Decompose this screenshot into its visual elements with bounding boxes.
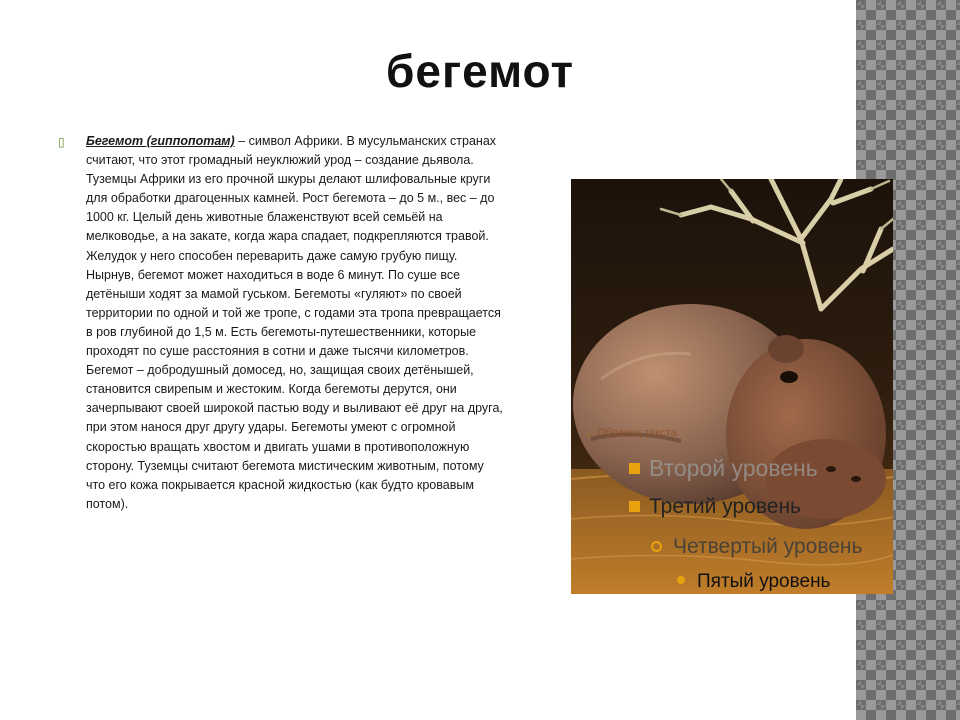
placeholder-level-2: Второй уровень bbox=[649, 455, 818, 481]
hippo-photo[interactable] bbox=[571, 179, 893, 594]
bullet-paragraph bbox=[58, 132, 503, 514]
hippo-illustration bbox=[571, 179, 893, 594]
placeholder-level-4: Четвертый уровень bbox=[673, 535, 863, 558]
slide-title: бегемот bbox=[385, 45, 575, 97]
hollow-square-bullet-icon: ▯ bbox=[58, 135, 65, 149]
paragraph-text bbox=[86, 132, 503, 514]
term-heading: Бегемот (гиппопотам) bbox=[86, 134, 235, 148]
body-text-box[interactable] bbox=[58, 132, 503, 514]
placeholder-level-5: Пятый уровень bbox=[697, 571, 831, 592]
placeholder-level-3: Третий уровень bbox=[649, 495, 801, 518]
paragraph-body: – символ Африки. В мусульманских странах считают, что этот громадный неуклюжий урод – создание дьявола. Туземцы Африки из его прочной шкуры делают шлифовальные круги для обработки драгоценных камней. Рост бегемота – до 5 м., вес – до 1000 кг. Целый день животные блаженствуют всей семьёй на мелководье, а на закате, когда жара спадает, подкрепляются травой. Желудок у него способен переварить даже самую грубую пищу. Нырнув, бегемот может находиться в воде 6 минут. По суше все детёныши ходят за мамой гуськом. Бегемоты «гуляют» по своей территории по одной и той же тропе, с годами эта тропа превращается в ров глубиной до 1,5 м. Есть бегемоты-путешественники, которые проходят по суше расстояния в сотни и даже тысячи километров. Бегемот – добродушный домосед, но, защищая своих детёнышей, становится свирепым и жестоким. Когда бегемоты дерутся, они зачерпывают своей широкой пастью воду и выливают её друг на друга, при этом нанося друг другу удары. Бегемоты умеют с огромной скоростью вращать хвостом и двигать ушами в противоположную сторону. Туземцы считают бегемота мистическим животным, потому что его кожа покрывается красной жидкостью (как будто кровавым потом). bbox=[86, 134, 503, 511]
placeholder-level-1: Образец текста bbox=[597, 427, 677, 439]
